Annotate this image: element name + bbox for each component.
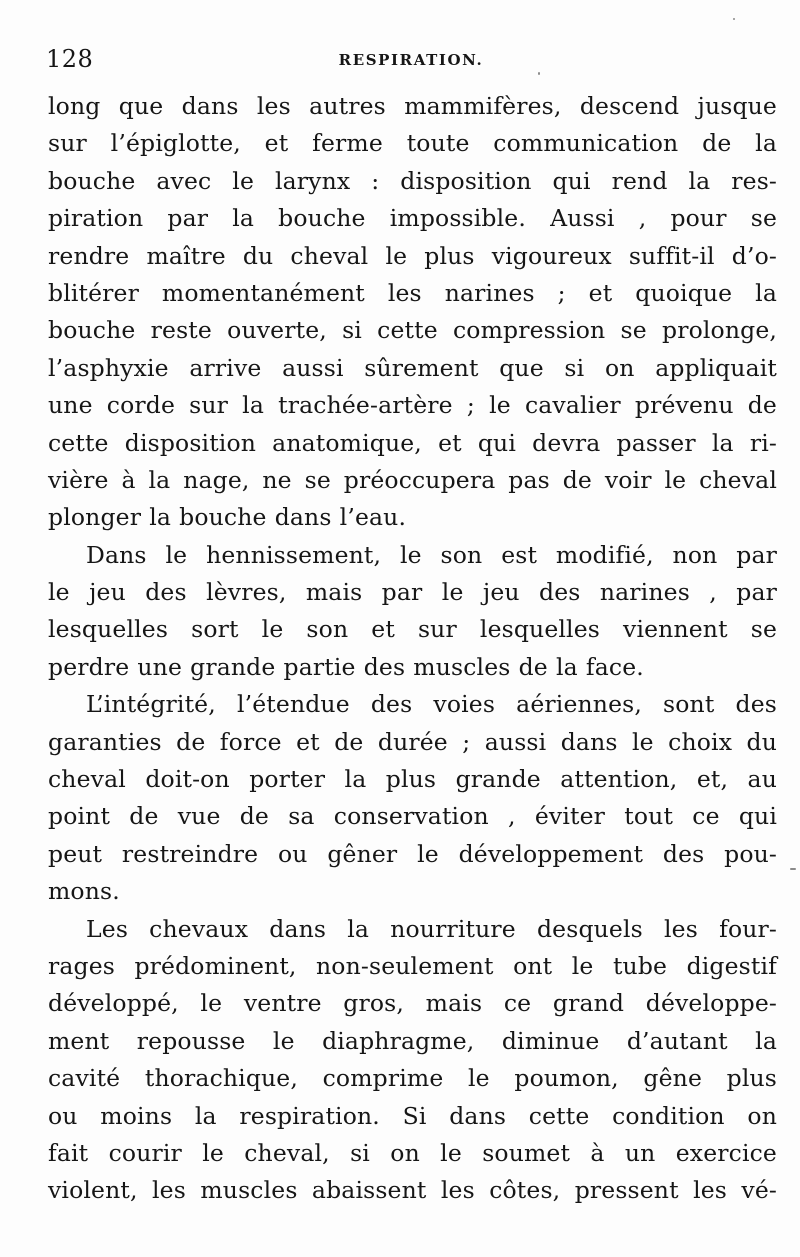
text-line: sur l’épiglotte, et ferme toute communication de la <box>48 129 777 158</box>
paragraph <box>48 537 777 687</box>
text-line: rendre maître du cheval le plus vigoureux suffit-il d’o- <box>48 241 777 270</box>
text-line: ou moins la respiration. Si dans cette condition on <box>48 1101 777 1130</box>
page-header <box>46 42 776 78</box>
print-speck <box>790 868 796 870</box>
text-line: plonger la bouche dans l’eau. <box>48 503 407 532</box>
text-line: long que dans les autres mammifères, descend jusque <box>48 92 777 120</box>
text-line: Les chevaux dans la nourriture desquels les four- <box>86 914 777 943</box>
print-speck <box>733 18 735 20</box>
text-line: bouche reste ouverte, si cette compression se prolonge, <box>48 316 777 345</box>
text-line: cavité thorachique, comprime le poumon, gêne plus <box>48 1064 777 1093</box>
text-line: perdre une grande partie des muscles de la face. <box>48 652 644 681</box>
text-line: rages prédominent, non-seulement ont le tube digestif <box>48 951 777 980</box>
text-line: l’asphyxie arrive aussi sûrement que si on appliquait <box>48 353 777 382</box>
text-line: lesquelles sort le son et sur lesquelles viennent se <box>48 615 777 644</box>
text-line: Dans le hennissement, le son est modifié, non par <box>86 540 777 569</box>
paragraph <box>48 88 777 537</box>
paragraph <box>48 686 777 910</box>
text-line: mons. <box>48 877 120 906</box>
running-head: RESPIRATION. <box>338 51 484 69</box>
print-speck <box>538 72 540 75</box>
text-line: piration par la bouche impossible. Aussi , pour se <box>48 204 777 233</box>
text-line: fait courir le cheval, si on le soumet à un exercice <box>48 1138 777 1167</box>
text-line: garanties de force et de durée ; aussi dans le choix du <box>48 727 777 756</box>
text-line: le jeu des lèvres, mais par le jeu des narines , par <box>48 578 777 607</box>
text-line: violent, les muscles abaissent les côtes, pressent les vé- <box>48 1176 777 1205</box>
text-line: cheval doit-on porter la plus grande attention, et, au <box>48 765 777 794</box>
text-line: L’intégrité, l’étendue des voies aériennes, sont des <box>86 690 777 719</box>
text-line: cette disposition anatomique, et qui devra passer la ri- <box>48 428 777 457</box>
text-line: peut restreindre ou gêner le développement des pou- <box>48 839 777 868</box>
text-line: blitérer momentanément les narines ; et quoique la <box>48 278 777 307</box>
text-line: développé, le ventre gros, mais ce grand développe- <box>48 989 777 1018</box>
text-line: ment repousse le diaphragme, diminue d’autant la <box>48 1026 777 1055</box>
page-number: 128 <box>46 45 94 73</box>
text-line: vière à la nage, ne se préoccupera pas de voir le cheval <box>48 465 777 494</box>
body-text <box>48 88 777 1210</box>
text-line: point de vue de sa conservation , éviter tout ce qui <box>48 802 777 831</box>
paragraph <box>48 911 777 1210</box>
text-line: bouche avec le larynx : disposition qui rend la res- <box>48 166 777 195</box>
text-line: une corde sur la trachée-artère ; le cavalier prévenu de <box>48 391 777 420</box>
